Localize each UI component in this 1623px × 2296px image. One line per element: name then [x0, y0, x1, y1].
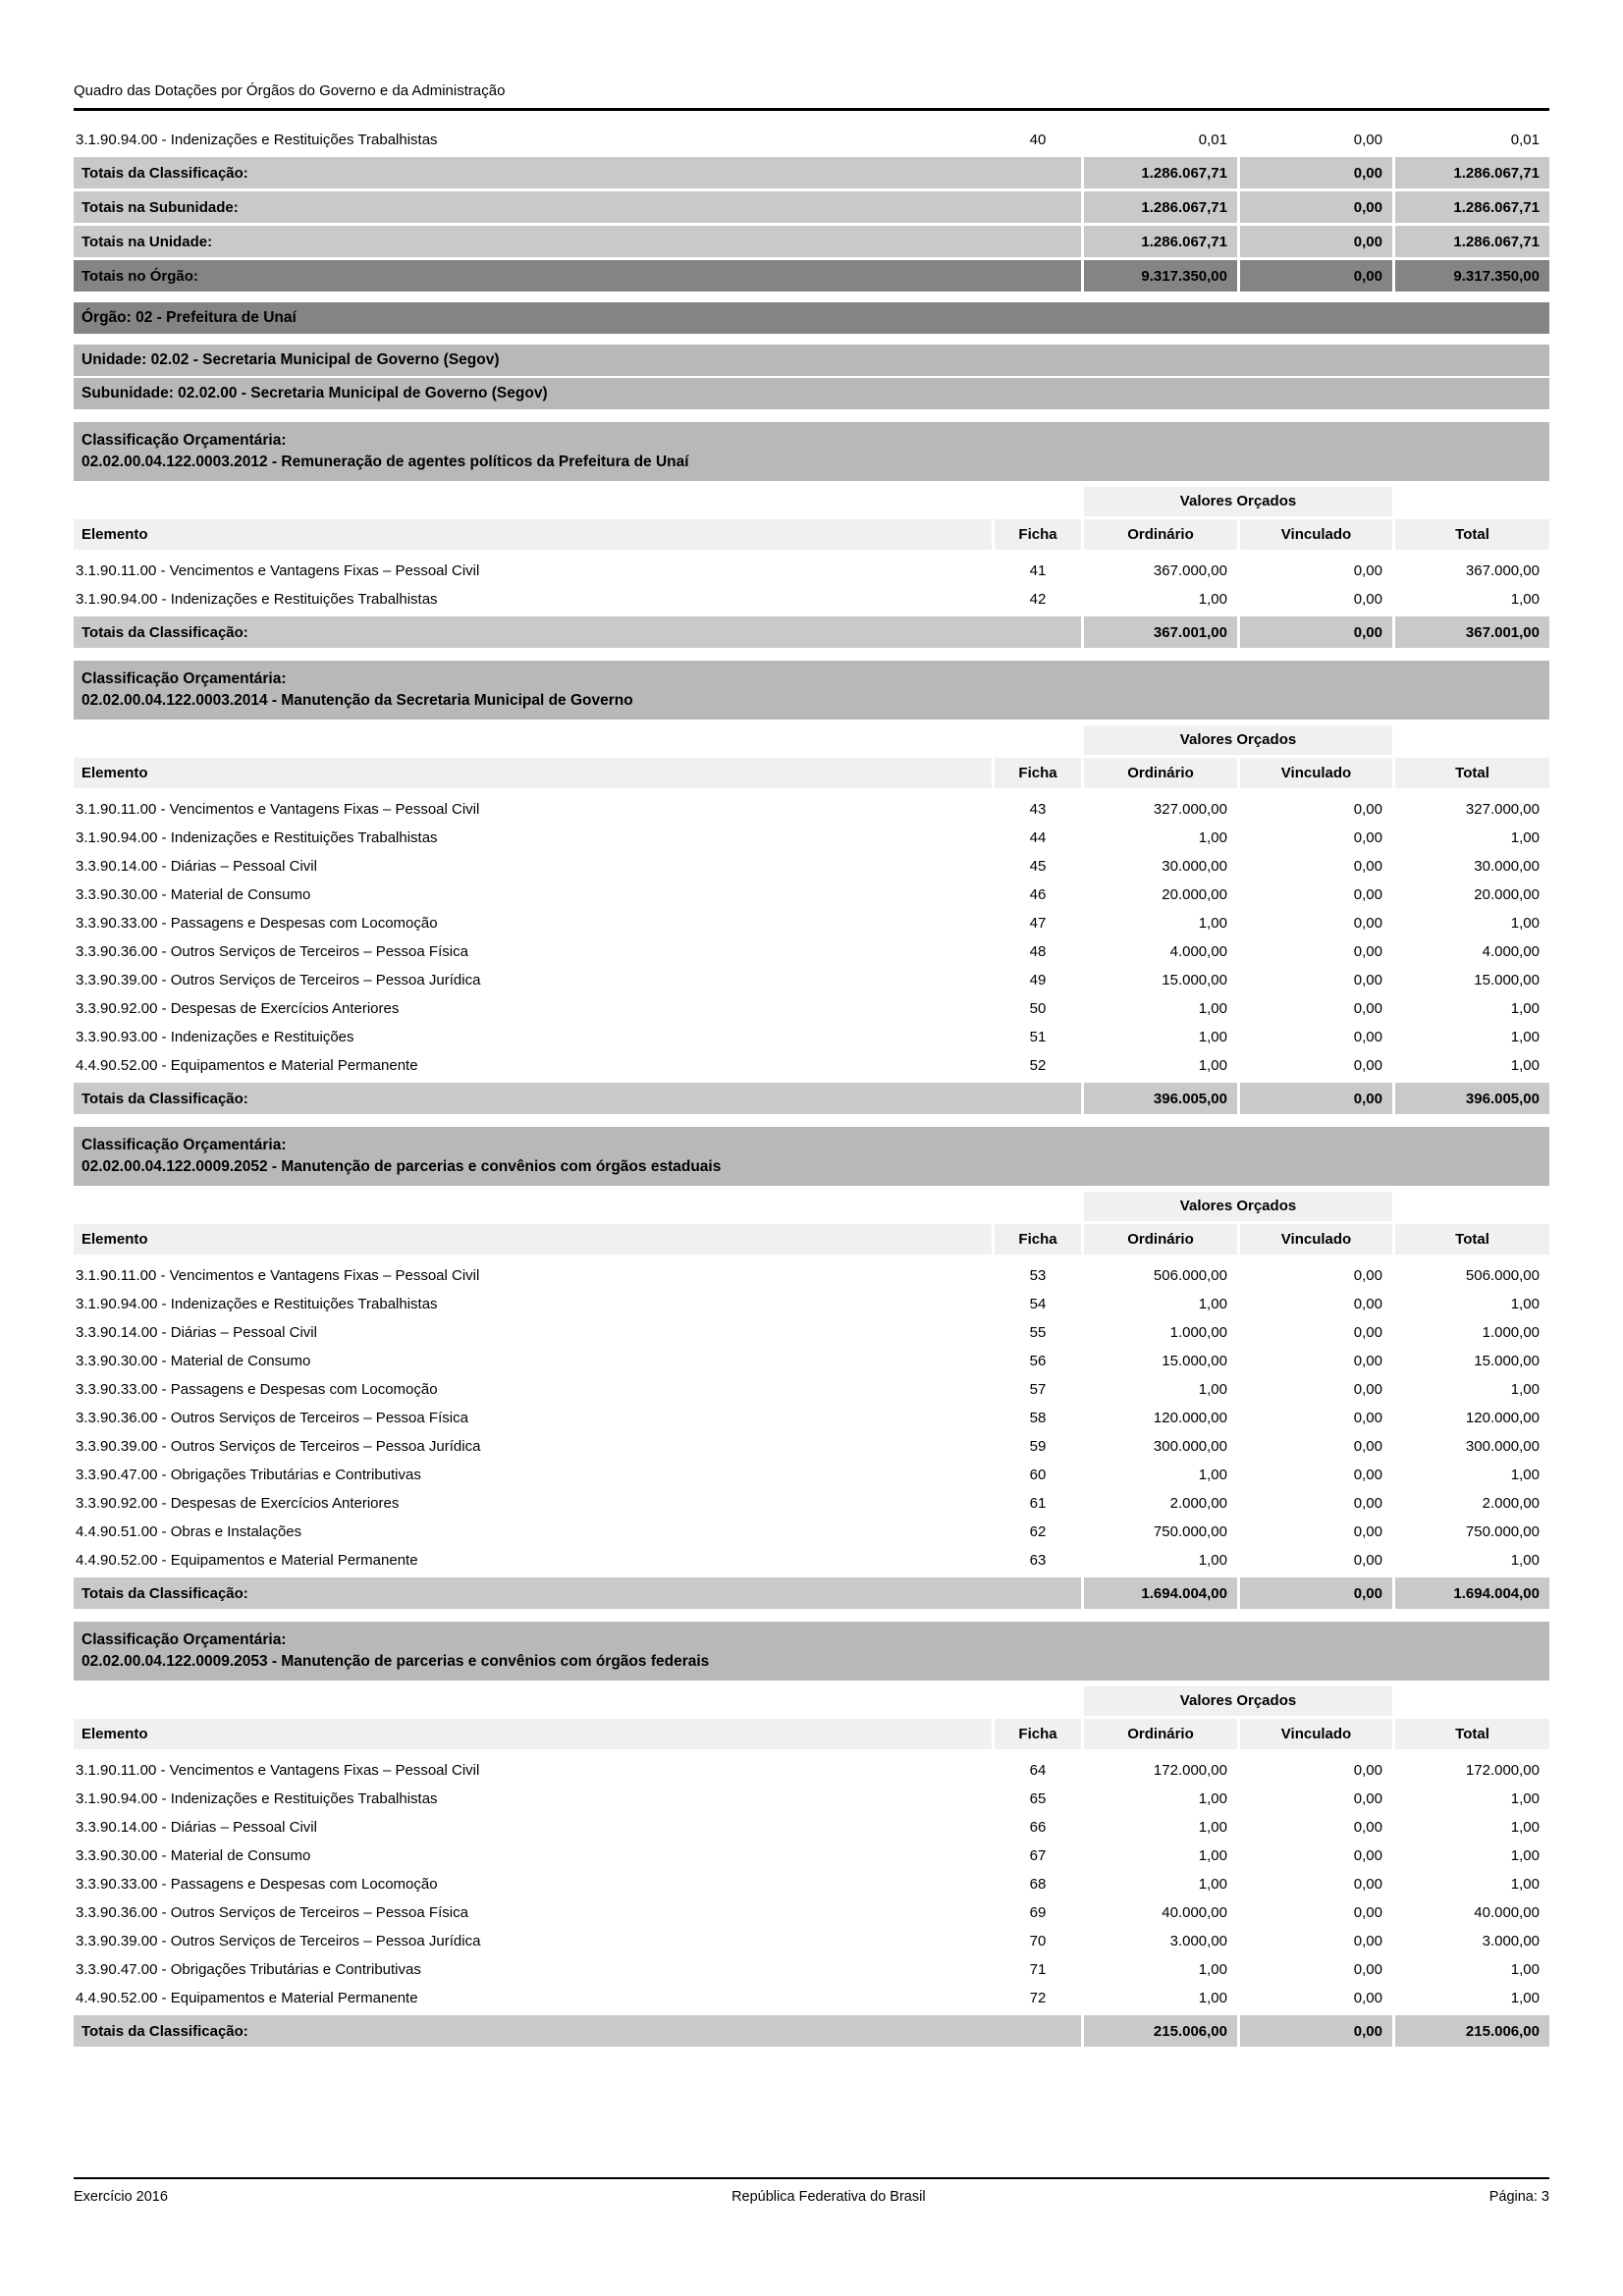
table-data-row [74, 1546, 1549, 1575]
elemento-cell: 3.3.90.33.00 - Passagens e Despesas com Locomoção [76, 1381, 438, 1398]
ordinario-cell: 1,00 [1198, 1847, 1227, 1864]
vinculado-cell: 0,00 [1353, 801, 1382, 818]
table-data-row [74, 1404, 1549, 1432]
ordinario-cell: 1,00 [1198, 1029, 1227, 1045]
table-data-row [74, 1756, 1549, 1785]
ordinario-cell: 300.000,00 [1153, 1438, 1227, 1455]
vinculado-cell: 0,00 [1353, 1847, 1382, 1864]
total-cell: 15.000,00 [1474, 972, 1540, 988]
ficha-cell: 65 [1029, 1790, 1047, 1807]
ordinario-column-header: Ordinário [1084, 1719, 1237, 1749]
totals-row [74, 191, 1549, 223]
ficha-cell: 70 [1029, 1933, 1047, 1949]
column-header-row [74, 1719, 1549, 1749]
classificacao-band [74, 661, 1549, 720]
elemento-cell: 3.3.90.14.00 - Diárias – Pessoal Civil [76, 1819, 317, 1836]
elemento-cell: 3.1.90.94.00 - Indenizações e Restituições Trabalhistas [76, 829, 438, 846]
total-cell: 1,00 [1510, 1296, 1540, 1312]
vinculado-cell: 0,00 [1353, 1296, 1382, 1312]
total-cell: 1,00 [1510, 1990, 1540, 2006]
classificacao-header-line: Classificação Orçamentária: [81, 432, 287, 449]
ordinario-total-cell: 1.694.004,00 [1084, 1577, 1237, 1609]
total-cell: 1,00 [1510, 591, 1540, 608]
ordinario-cell: 327.000,00 [1153, 801, 1227, 818]
ficha-cell: 52 [1029, 1057, 1047, 1074]
elemento-cell: 3.3.90.30.00 - Material de Consumo [76, 1353, 311, 1369]
classificacao-code-line: 02.02.00.04.122.0009.2052 - Manutenção de parcerias e convênios com órgãos estaduais [81, 1158, 722, 1175]
ordinario-total-cell: 396.005,00 [1084, 1083, 1237, 1114]
vinculado-cell: 0,00 [1353, 1762, 1382, 1779]
ficha-cell: 45 [1029, 858, 1047, 875]
elemento-cell: 4.4.90.52.00 - Equipamentos e Material Permanente [76, 1552, 418, 1569]
table-data-row [74, 795, 1549, 824]
vinculado-cell: 0,00 [1353, 886, 1382, 903]
total-total-cell: 396.005,00 [1395, 1083, 1549, 1114]
elemento-cell: 3.3.90.36.00 - Outros Serviços de Terceiros – Pessoa Física [76, 943, 468, 960]
vinculado-cell: 0,00 [1353, 829, 1382, 846]
table-data-row [74, 937, 1549, 966]
ficha-column-header: Ficha [995, 519, 1081, 550]
ficha-cell: 61 [1029, 1495, 1047, 1512]
ficha-column-header: Ficha [995, 1719, 1081, 1749]
vinculado-cell: 0,00 [1353, 1324, 1382, 1341]
total-cell: 2.000,00 [1482, 1495, 1540, 1512]
classificacao-code-line: 02.02.00.04.122.0003.2012 - Remuneração de agentes políticos da Prefeitura de Unaí [81, 454, 689, 470]
vinculado-total-cell: 0,00 [1240, 1577, 1392, 1609]
totals-label: Totais da Classificação: [74, 157, 1081, 188]
ficha-cell: 43 [1029, 801, 1047, 818]
ficha-cell: 41 [1029, 562, 1047, 579]
table-data-row [74, 1051, 1549, 1080]
totals-orgao-row [74, 260, 1549, 292]
table-data-row [74, 1870, 1549, 1898]
classification-section [74, 1127, 1549, 1609]
table-data-row [74, 852, 1549, 881]
total-cell: 1,00 [1510, 1057, 1540, 1074]
total-cell: 1,00 [1510, 829, 1540, 846]
ordinario-cell: 1,00 [1198, 1876, 1227, 1893]
total-total-cell: 1.286.067,71 [1395, 226, 1549, 257]
vinculado-cell: 0,00 [1353, 1381, 1382, 1398]
ordinario-cell: 1,00 [1198, 829, 1227, 846]
ordinario-cell: 40.000,00 [1162, 1904, 1227, 1921]
total-cell: 1,00 [1510, 1790, 1540, 1807]
table-data-row [74, 1461, 1549, 1489]
ficha-cell: 68 [1029, 1876, 1047, 1893]
page-title: Quadro das Dotações por Órgãos do Governo e da Administração [74, 82, 506, 99]
elemento-cell: 4.4.90.52.00 - Equipamentos e Material Permanente [76, 1990, 418, 2006]
table-data-row [74, 585, 1549, 614]
vinculado-total-cell: 0,00 [1240, 616, 1392, 648]
footer-page-number: Página: 3 [1488, 2189, 1549, 2205]
vinculado-cell: 0,00 [1353, 1029, 1382, 1045]
classificacao-band [74, 1127, 1549, 1186]
total-cell: 15.000,00 [1474, 1353, 1540, 1369]
table-data-row [74, 1898, 1549, 1927]
total-cell: 750.000,00 [1465, 1523, 1540, 1540]
vinculado-cell: 0,00 [1353, 1057, 1382, 1074]
ficha-cell: 64 [1029, 1762, 1047, 1779]
total-cell: 1,00 [1510, 1819, 1540, 1836]
ordinario-cell: 1,00 [1198, 1961, 1227, 1978]
vinculado-cell: 0,00 [1353, 1961, 1382, 1978]
classificacao-header-line: Classificação Orçamentária: [81, 1137, 287, 1153]
vinculado-column-header: Vinculado [1240, 1224, 1392, 1255]
table-data-row [74, 1432, 1549, 1461]
classification-section [74, 422, 1549, 648]
ordinario-cell: 1,00 [1198, 1790, 1227, 1807]
totals-row [74, 2015, 1549, 2047]
total-cell: 1,00 [1510, 1876, 1540, 1893]
total-cell: 172.000,00 [1465, 1762, 1540, 1779]
ficha-cell: 49 [1029, 972, 1047, 988]
total-cell: 30.000,00 [1474, 858, 1540, 875]
ficha-cell: 56 [1029, 1353, 1047, 1369]
vinculado-cell: 0,00 [1353, 1523, 1382, 1540]
table-data-row [74, 1813, 1549, 1842]
continuation-table [74, 126, 1549, 292]
ordinario-cell: 1,00 [1198, 1467, 1227, 1483]
ordinario-cell: 1,00 [1198, 1381, 1227, 1398]
total-total-cell: 1.286.067,71 [1395, 191, 1549, 223]
table-data-row [74, 1842, 1549, 1870]
classificacao-band [74, 1622, 1549, 1681]
vinculado-cell: 0,00 [1353, 132, 1382, 148]
ordinario-cell: 1,00 [1198, 1819, 1227, 1836]
vinculado-total-cell: 0,00 [1240, 157, 1392, 188]
ordinario-cell: 20.000,00 [1162, 886, 1227, 903]
table-data-row [74, 881, 1549, 909]
table-data-row [74, 1290, 1549, 1318]
elemento-cell: 3.3.90.30.00 - Material de Consumo [76, 886, 311, 903]
ficha-cell: 47 [1029, 915, 1047, 932]
ficha-cell: 63 [1029, 1552, 1047, 1569]
valores-orcados-row [74, 1686, 1549, 1716]
table-data-row [74, 824, 1549, 852]
total-cell: 1,00 [1510, 1552, 1540, 1569]
totals-label: Totais da Classificação: [74, 2015, 1081, 2047]
vinculado-total-cell: 0,00 [1240, 191, 1392, 223]
classificacao-band [74, 422, 1549, 481]
vinculado-cell: 0,00 [1353, 562, 1382, 579]
table-data-row [74, 966, 1549, 994]
ordinario-cell: 172.000,00 [1153, 1762, 1227, 1779]
vinculado-cell: 0,00 [1353, 915, 1382, 932]
totals-row [74, 1083, 1549, 1114]
table-data-row [74, 1984, 1549, 2012]
ficha-cell: 53 [1029, 1267, 1047, 1284]
vinculado-total-cell: 0,00 [1240, 260, 1392, 292]
elemento-cell: 3.3.90.30.00 - Material de Consumo [76, 1847, 311, 1864]
classification-section [74, 1622, 1549, 2047]
vinculado-column-header: Vinculado [1240, 519, 1392, 550]
total-cell: 327.000,00 [1465, 801, 1540, 818]
classificacao-header-line: Classificação Orçamentária: [81, 1631, 287, 1648]
ordinario-total-cell: 1.286.067,71 [1084, 157, 1237, 188]
total-cell: 40.000,00 [1474, 1904, 1540, 1921]
ordinario-cell: 120.000,00 [1153, 1410, 1227, 1426]
total-total-cell: 9.317.350,00 [1395, 260, 1549, 292]
elemento-cell: 3.1.90.11.00 - Vencimentos e Vantagens Fixas – Pessoal Civil [76, 1267, 480, 1284]
elemento-cell: 3.3.90.92.00 - Despesas de Exercícios Anteriores [76, 1000, 400, 1017]
vinculado-total-cell: 0,00 [1240, 2015, 1392, 2047]
ordinario-cell: 15.000,00 [1162, 1353, 1227, 1369]
ficha-cell: 50 [1029, 1000, 1047, 1017]
totals-row [74, 226, 1549, 257]
footer-exercise: Exercício 2016 [74, 2189, 168, 2205]
ficha-cell: 59 [1029, 1438, 1047, 1455]
vinculado-cell: 0,00 [1353, 1438, 1382, 1455]
ficha-cell: 46 [1029, 886, 1047, 903]
totals-label: Totais na Subunidade: [74, 191, 1081, 223]
page-footer [74, 2177, 1549, 2205]
total-total-cell: 1.286.067,71 [1395, 157, 1549, 188]
elemento-cell: 4.4.90.52.00 - Equipamentos e Material Permanente [76, 1057, 418, 1074]
vinculado-cell: 0,00 [1353, 1267, 1382, 1284]
table-data-row [74, 994, 1549, 1023]
ordinario-cell: 750.000,00 [1153, 1523, 1227, 1540]
ficha-column-header: Ficha [995, 758, 1081, 788]
vinculado-cell: 0,00 [1353, 1000, 1382, 1017]
ficha-cell: 60 [1029, 1467, 1047, 1483]
valores-orcados-row [74, 487, 1549, 516]
elemento-cell: 3.3.90.93.00 - Indenizações e Restituições [76, 1029, 354, 1045]
valores-orcados-header: Valores Orçados [1084, 487, 1392, 516]
ordinario-column-header: Ordinário [1084, 519, 1237, 550]
total-cell: 1,00 [1510, 1847, 1540, 1864]
elemento-cell: 3.3.90.39.00 - Outros Serviços de Terceiros – Pessoa Jurídica [76, 1438, 481, 1455]
valores-orcados-header: Valores Orçados [1084, 725, 1392, 755]
total-cell: 120.000,00 [1465, 1410, 1540, 1426]
valores-orcados-header: Valores Orçados [1084, 1192, 1392, 1221]
vinculado-cell: 0,00 [1353, 943, 1382, 960]
total-cell: 1,00 [1510, 1029, 1540, 1045]
total-cell: 1,00 [1510, 1000, 1540, 1017]
table-data-row [74, 557, 1549, 585]
vinculado-cell: 0,00 [1353, 1353, 1382, 1369]
ordinario-total-cell: 1.286.067,71 [1084, 191, 1237, 223]
ordinario-cell: 1,00 [1198, 591, 1227, 608]
vinculado-cell: 0,00 [1353, 858, 1382, 875]
ordinario-cell: 1,00 [1198, 1990, 1227, 2006]
totals-row [74, 1577, 1549, 1609]
column-header-row [74, 758, 1549, 788]
orgao-band: Órgão: 02 - Prefeitura de Unaí [74, 302, 1549, 334]
elemento-cell: 3.3.90.39.00 - Outros Serviços de Terceiros – Pessoa Jurídica [76, 972, 481, 988]
total-total-cell: 215.006,00 [1395, 2015, 1549, 2047]
ficha-cell: 58 [1029, 1410, 1047, 1426]
table-data-row [74, 1785, 1549, 1813]
totals-row [74, 157, 1549, 188]
elemento-cell: 3.1.90.94.00 - Indenizações e Restituições Trabalhistas [76, 591, 438, 608]
ordinario-cell: 15.000,00 [1162, 972, 1227, 988]
total-total-cell: 367.001,00 [1395, 616, 1549, 648]
totals-label: Totais da Classificação: [74, 1083, 1081, 1114]
elemento-column-header: Elemento [74, 758, 992, 788]
total-cell: 1,00 [1510, 1467, 1540, 1483]
elemento-cell: 3.3.90.33.00 - Passagens e Despesas com Locomoção [76, 915, 438, 932]
ficha-cell: 67 [1029, 1847, 1047, 1864]
vinculado-cell: 0,00 [1353, 1410, 1382, 1426]
totals-label: Totais na Unidade: [74, 226, 1081, 257]
ficha-cell: 51 [1029, 1029, 1047, 1045]
total-cell: 1,00 [1510, 1961, 1540, 1978]
ordinario-cell: 367.000,00 [1153, 562, 1227, 579]
footer-country: República Federativa do Brasil [731, 2189, 926, 2205]
total-cell: 300.000,00 [1465, 1438, 1540, 1455]
column-header-row [74, 519, 1549, 550]
ordinario-cell: 1,00 [1198, 1000, 1227, 1017]
ordinario-cell: 4.000,00 [1169, 943, 1227, 960]
ficha-cell: 62 [1029, 1523, 1047, 1540]
unidade-band: Unidade: 02.02 - Secretaria Municipal de Governo (Segov) [74, 345, 1549, 376]
vinculado-cell: 0,00 [1353, 1876, 1382, 1893]
ficha-cell: 48 [1029, 943, 1047, 960]
total-column-header: Total [1395, 519, 1549, 550]
ordinario-cell: 2.000,00 [1169, 1495, 1227, 1512]
vinculado-cell: 0,00 [1353, 1495, 1382, 1512]
ficha-cell: 72 [1029, 1990, 1047, 2006]
classification-sections [74, 422, 1549, 2047]
table-data-row [74, 1518, 1549, 1546]
ordinario-cell: 1.000,00 [1169, 1324, 1227, 1341]
ordinario-cell: 0,01 [1198, 132, 1227, 148]
ordinario-cell: 1,00 [1198, 1057, 1227, 1074]
vinculado-cell: 0,00 [1353, 1552, 1382, 1569]
total-column-header: Total [1395, 758, 1549, 788]
total-cell: 1,00 [1510, 915, 1540, 932]
table-data-row [74, 1347, 1549, 1375]
table-data-row [74, 1955, 1549, 1984]
ordinario-total-cell: 1.286.067,71 [1084, 226, 1237, 257]
table-data-row [74, 1375, 1549, 1404]
title-divider [74, 108, 1549, 111]
elemento-cell: 3.3.90.36.00 - Outros Serviços de Terceiros – Pessoa Física [76, 1410, 468, 1426]
table-data-row [74, 909, 1549, 937]
total-cell: 4.000,00 [1482, 943, 1540, 960]
ficha-column-header: Ficha [995, 1224, 1081, 1255]
valores-orcados-row [74, 1192, 1549, 1221]
elemento-cell: 3.1.90.94.00 - Indenizações e Restituições Trabalhistas [76, 1790, 438, 1807]
elemento-cell: 3.3.90.36.00 - Outros Serviços de Terceiros – Pessoa Física [76, 1904, 468, 1921]
subunidade-band: Subunidade: 02.02.00 - Secretaria Municipal de Governo (Segov) [74, 378, 1549, 409]
ordinario-cell: 506.000,00 [1153, 1267, 1227, 1284]
totals-row [74, 616, 1549, 648]
vinculado-total-cell: 0,00 [1240, 1083, 1392, 1114]
ficha-cell: 57 [1029, 1381, 1047, 1398]
ficha-cell: 69 [1029, 1904, 1047, 1921]
elemento-column-header: Elemento [74, 519, 992, 550]
total-cell: 1,00 [1510, 1381, 1540, 1398]
vinculado-cell: 0,00 [1353, 972, 1382, 988]
ordinario-column-header: Ordinário [1084, 1224, 1237, 1255]
totals-label: Totais da Classificação: [74, 616, 1081, 648]
table-data-row [74, 1318, 1549, 1347]
total-total-cell: 1.694.004,00 [1395, 1577, 1549, 1609]
report-content [74, 0, 1549, 2050]
elemento-cell: 3.3.90.39.00 - Outros Serviços de Terceiros – Pessoa Jurídica [76, 1933, 481, 1949]
elemento-cell: 3.1.90.94.00 - Indenizações e Restituições Trabalhistas [76, 132, 438, 148]
table-data-row [74, 1023, 1549, 1051]
totals-label: Totais no Órgão: [74, 260, 1081, 292]
total-cell: 1.000,00 [1482, 1324, 1540, 1341]
elemento-cell: 3.3.90.47.00 - Obrigações Tributárias e Contributivas [76, 1467, 421, 1483]
elemento-cell: 4.4.90.51.00 - Obras e Instalações [76, 1523, 302, 1540]
table-data-row [74, 1927, 1549, 1955]
ficha-cell: 71 [1029, 1961, 1047, 1978]
ordinario-total-cell: 367.001,00 [1084, 616, 1237, 648]
total-cell: 20.000,00 [1474, 886, 1540, 903]
vinculado-cell: 0,00 [1353, 591, 1382, 608]
total-cell: 367.000,00 [1465, 562, 1540, 579]
vinculado-cell: 0,00 [1353, 1933, 1382, 1949]
classificacao-code-line: 02.02.00.04.122.0003.2014 - Manutenção da Secretaria Municipal de Governo [81, 692, 633, 709]
totals-label: Totais da Classificação: [74, 1577, 1081, 1609]
elemento-cell: 3.1.90.11.00 - Vencimentos e Vantagens Fixas – Pessoal Civil [76, 562, 480, 579]
vinculado-cell: 0,00 [1353, 1819, 1382, 1836]
elemento-cell: 3.3.90.47.00 - Obrigações Tributárias e Contributivas [76, 1961, 421, 1978]
ficha-cell: 55 [1029, 1324, 1047, 1341]
vinculado-column-header: Vinculado [1240, 1719, 1392, 1749]
classificacao-code-line: 02.02.00.04.122.0009.2053 - Manutenção de parcerias e convênios com órgãos federais [81, 1653, 710, 1670]
classification-section [74, 661, 1549, 1114]
ficha-cell: 44 [1029, 829, 1047, 846]
elemento-column-header: Elemento [74, 1224, 992, 1255]
ordinario-cell: 1,00 [1198, 1552, 1227, 1569]
total-column-header: Total [1395, 1224, 1549, 1255]
vinculado-cell: 0,00 [1353, 1990, 1382, 2006]
vinculado-cell: 0,00 [1353, 1904, 1382, 1921]
ordinario-cell: 1,00 [1198, 915, 1227, 932]
vinculado-total-cell: 0,00 [1240, 226, 1392, 257]
ordinario-column-header: Ordinário [1084, 758, 1237, 788]
classificacao-header-line: Classificação Orçamentária: [81, 670, 287, 687]
table-data-row [74, 1261, 1549, 1290]
total-column-header: Total [1395, 1719, 1549, 1749]
ficha-cell: 40 [1029, 132, 1047, 148]
ordinario-total-cell: 9.317.350,00 [1084, 260, 1237, 292]
elemento-column-header: Elemento [74, 1719, 992, 1749]
elemento-cell: 3.3.90.14.00 - Diárias – Pessoal Civil [76, 858, 317, 875]
ordinario-cell: 1,00 [1198, 1296, 1227, 1312]
total-cell: 506.000,00 [1465, 1267, 1540, 1284]
column-header-row [74, 1224, 1549, 1255]
elemento-cell: 3.1.90.11.00 - Vencimentos e Vantagens Fixas – Pessoal Civil [76, 1762, 480, 1779]
ficha-cell: 66 [1029, 1819, 1047, 1836]
ficha-cell: 54 [1029, 1296, 1047, 1312]
elemento-cell: 3.3.90.33.00 - Passagens e Despesas com Locomoção [76, 1876, 438, 1893]
vinculado-cell: 0,00 [1353, 1467, 1382, 1483]
table-data-row [74, 1489, 1549, 1518]
ficha-cell: 42 [1029, 591, 1047, 608]
elemento-cell: 3.1.90.11.00 - Vencimentos e Vantagens Fixas – Pessoal Civil [76, 801, 480, 818]
elemento-cell: 3.1.90.94.00 - Indenizações e Restituições Trabalhistas [76, 1296, 438, 1312]
total-cell: 0,01 [1510, 132, 1540, 148]
valores-orcados-row [74, 725, 1549, 755]
elemento-cell: 3.3.90.14.00 - Diárias – Pessoal Civil [76, 1324, 317, 1341]
elemento-cell: 3.3.90.92.00 - Despesas de Exercícios Anteriores [76, 1495, 400, 1512]
vinculado-column-header: Vinculado [1240, 758, 1392, 788]
ordinario-cell: 30.000,00 [1162, 858, 1227, 875]
ordinario-cell: 3.000,00 [1169, 1933, 1227, 1949]
ordinario-total-cell: 215.006,00 [1084, 2015, 1237, 2047]
table-data-row [74, 126, 1549, 154]
vinculado-cell: 0,00 [1353, 1790, 1382, 1807]
total-cell: 3.000,00 [1482, 1933, 1540, 1949]
valores-orcados-header: Valores Orçados [1084, 1686, 1392, 1716]
